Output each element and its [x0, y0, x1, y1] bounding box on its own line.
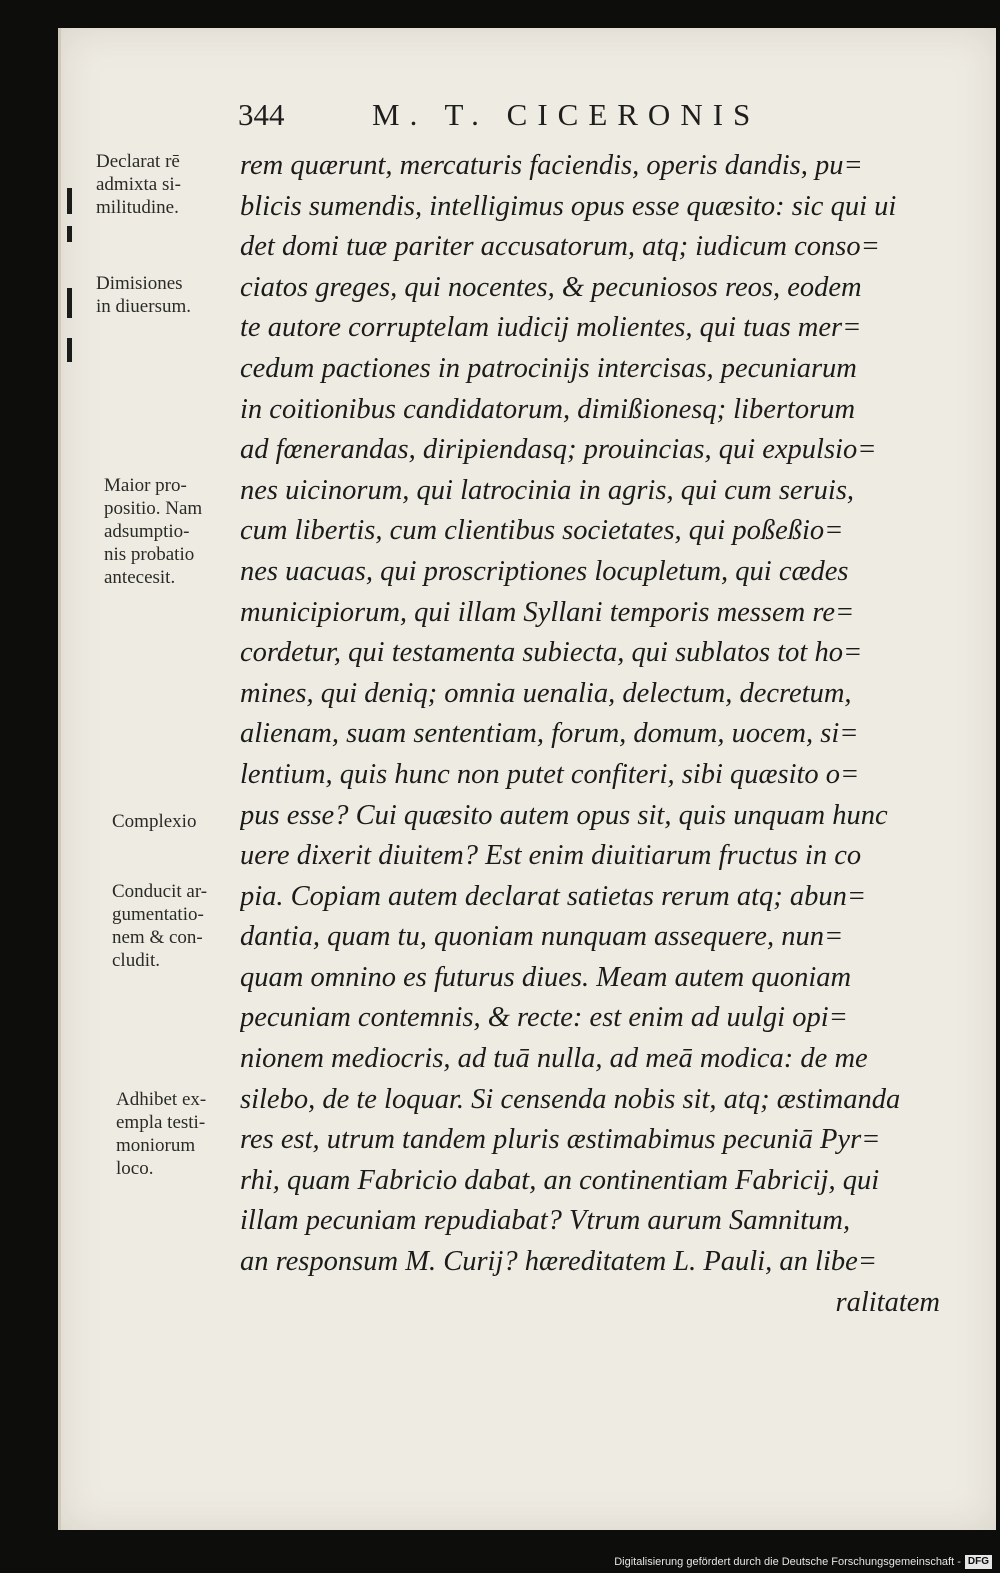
body-line: det domi tuæ pariter accusatorum, atq; iudicum conso= — [240, 231, 880, 263]
note-line: cludit. — [112, 950, 161, 971]
marginal-note — [96, 272, 241, 318]
credit-text: Digitalisierung gefördert durch die Deutsche Forschungsgemeinschaft - — [614, 1556, 961, 1568]
body-line: an responsum M. Curij? hæreditatem L. Pauli, an libe= — [240, 1246, 877, 1278]
edge-mark — [67, 226, 72, 242]
body-line: blicis sumendis, intelligimus opus esse quæsito: sic qui ui — [240, 190, 897, 222]
body-line: in coitionibus candidatorum, dimißionesq; libertorum — [240, 393, 856, 425]
body-line: nionem mediocris, ad tuā nulla, ad meā modica: de me — [240, 1043, 868, 1075]
marginal-note — [112, 810, 257, 833]
digitization-credit — [614, 1555, 992, 1569]
body-line: rem quærunt, mercaturis faciendis, operis dandis, pu= — [240, 150, 863, 181]
body-line: illam pecuniam repudiabat? Vtrum aurum Samnitum, — [240, 1205, 851, 1237]
note-line: adsumptio- — [104, 521, 190, 542]
note-line: Maior pro- — [104, 475, 187, 496]
body-line: pecuniam contemnis, & recte: est enim ad uulgi opi= — [240, 1002, 848, 1034]
body-line: municipiorum, qui illam Syllani temporis messem re= — [240, 596, 855, 628]
body-line: uere dixerit diuitem? Est enim diuitiarum fructus in co — [240, 840, 862, 872]
running-head: M. T. CICERONIS — [372, 97, 761, 132]
body-line: nes uacuas, qui proscriptiones locupletum, qui cædes — [240, 555, 849, 587]
note-line: antecesit. — [104, 567, 176, 588]
body-line: mines, qui deniq; omnia uenalia, delectum, decretum, — [240, 677, 852, 709]
note-line: in diuersum. — [96, 296, 191, 317]
note-line: nem & con- — [112, 927, 203, 948]
note-line: Dimisiones — [96, 273, 183, 294]
body-line: nes uicinorum, qui latrocinia in agris, qui cum seruis, — [240, 474, 855, 506]
body-line: res est, utrum tandem pluris æstimabimus pecuniā Pyr= — [240, 1124, 881, 1156]
edge-mark — [67, 188, 72, 214]
body-line: cordetur, qui testamenta subiecta, qui sublatos tot ho= — [240, 637, 863, 669]
gutter-edge — [61, 178, 79, 438]
note-line: Conducit ar- — [112, 881, 208, 902]
body-line: lentium, quis hunc non putet confiteri, sibi quæsito o= — [240, 758, 860, 790]
body-line: cedum pactiones in patrocinijs intercisas, pecuniarum — [240, 352, 857, 384]
note-line: moniorum — [116, 1135, 196, 1156]
body-line: rhi, quam Fabricio dabat, an continentiam Fabricij, qui — [240, 1164, 880, 1196]
note-line: positio. Nam — [104, 498, 203, 519]
note-line: Adhibet ex- — [116, 1089, 207, 1110]
note-line: loco. — [116, 1158, 154, 1179]
edge-mark — [67, 288, 72, 318]
note-line: admixta si- — [96, 174, 181, 195]
marginal-note — [96, 150, 241, 219]
body-line: pus esse? Cui quæsito autem opus sit, quis unquam hunc — [240, 799, 888, 831]
body-line: ciatos greges, qui nocentes, & pecuniosos reos, eodem — [240, 271, 862, 303]
body-line: silebo, de te loquar. Si censenda nobis sit, atq; æstimanda — [240, 1083, 901, 1115]
page-header — [238, 97, 838, 137]
body-line: pia. Copiam autem declarat satietas rerum atq; abun= — [240, 880, 867, 912]
note-line: nis probatio — [104, 544, 195, 565]
body-text — [240, 146, 940, 1323]
edge-mark — [67, 338, 72, 362]
note-line: Complexio — [112, 811, 197, 832]
body-line: cum libertis, cum clientibus societates, qui poßeßio= — [240, 515, 844, 547]
body-line: quam omnino es futurus diues. Meam autem quoniam — [240, 961, 852, 993]
body-line: te autore corruptelam iudicij molientes, qui tuas mer= — [240, 312, 862, 344]
catchword: ralitatem — [835, 1286, 940, 1318]
note-line: Declarat rē — [96, 151, 180, 172]
page-number: 344 — [238, 97, 285, 132]
marginal-note — [104, 474, 249, 589]
marginal-note — [112, 880, 257, 972]
note-line: militudine. — [96, 197, 179, 218]
body-line: dantia, quam tu, quoniam nunquam assequere, nun= — [240, 921, 844, 953]
body-line: ad fœnerandas, diripiendasq; prouincias, qui expulsio= — [240, 434, 877, 466]
note-line: gumentatio- — [112, 904, 204, 925]
body-line: alienam, suam sententiam, forum, domum, uocem, si= — [240, 718, 859, 750]
dfg-logo: DFG — [965, 1555, 992, 1569]
note-line: empla testi- — [116, 1112, 206, 1133]
